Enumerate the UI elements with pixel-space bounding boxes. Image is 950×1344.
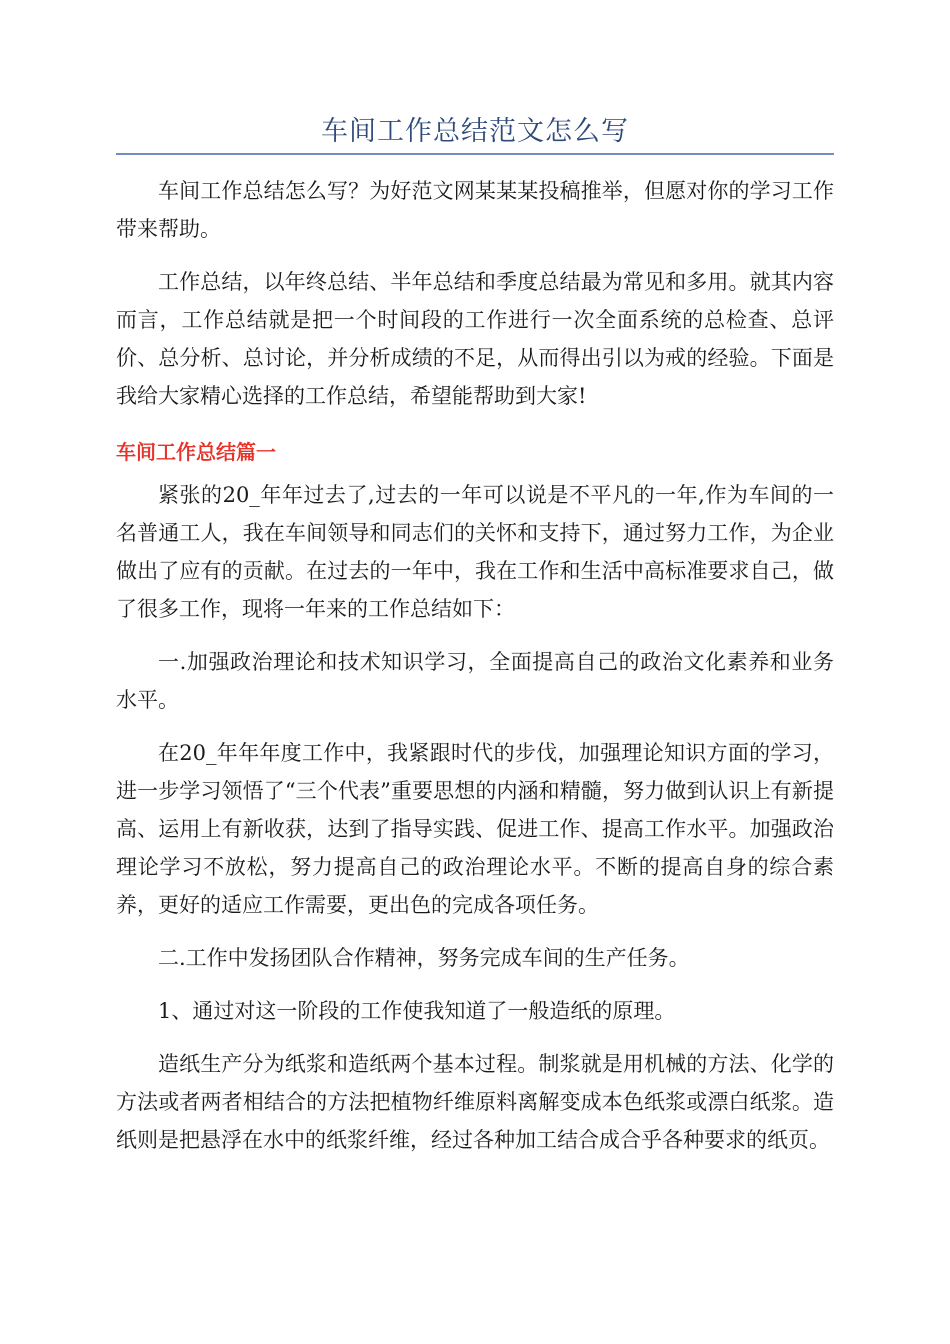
section-heading: 车间工作总结篇一 <box>116 440 276 464</box>
body-paragraph: 紧张的20_年年过去了,过去的一年可以说是不平凡的一年,作为车间的一名普通工人，我在车间领导和同志们的关怀和支持下，通过努力工作，为企业做出了应有的贡献。在过去的一年中，我在工作和生活中高标准要求自己，做了很多工作，现将一年来的工作总结如下： <box>116 483 834 621</box>
body-paragraph: 在20_年年年度工作中，我紧跟时代的步伐，加强理论知识方面的学习，进一步学习领悟了“三个代表”重要思想的内涵和精髓，努力做到认识上有新提高、运用上有新收获，达到了指导实践、促进工作、提高工作水平。加强政治理论学习不放松，努力提高自己的政治理论水平。不断的提高自身的综合素养，更好的适应工作需要，更出色的完成各项任务。 <box>116 741 834 917</box>
body-paragraph: 造纸生产分为纸浆和造纸两个基本过程。制浆就是用机械的方法、化学的方法或者两者相结合的方法把植物纤维原料离解变成本色纸浆或漂白纸浆。造纸则是把悬浮在水中的纸浆纤维，经过各种加工结合成合乎各种要求的纸页。 <box>116 1052 834 1152</box>
body-paragraph: 1、通过对这一阶段的工作使我知道了一般造纸的原理。 <box>158 999 676 1023</box>
document-body <box>116 172 834 1174</box>
intro-paragraph: 工作总结，以年终总结、半年总结和季度总结最为常见和多用。就其内容而言，工作总结就是把一个时间段的工作进行一次全面系统的总检查、总评价、总分析、总讨论，并分析成绩的不足，从而得出引以为戒的经验。下面是我给大家精心选择的工作总结，希望能帮助到大家! <box>116 270 834 408</box>
intro-paragraph: 车间工作总结怎么写？为好范文网某某某投稿推举，但愿对你的学习工作带来帮助。 <box>116 179 834 241</box>
document-title: 车间工作总结范文怎么写 <box>321 116 629 147</box>
body-paragraph: 二.工作中发扬团队合作精神，努务完成车间的生产任务。 <box>158 946 690 970</box>
title-underline <box>116 153 834 155</box>
body-paragraph: 一.加强政治理论和技术知识学习，全面提高自己的政治文化素养和业务水平。 <box>116 650 834 712</box>
